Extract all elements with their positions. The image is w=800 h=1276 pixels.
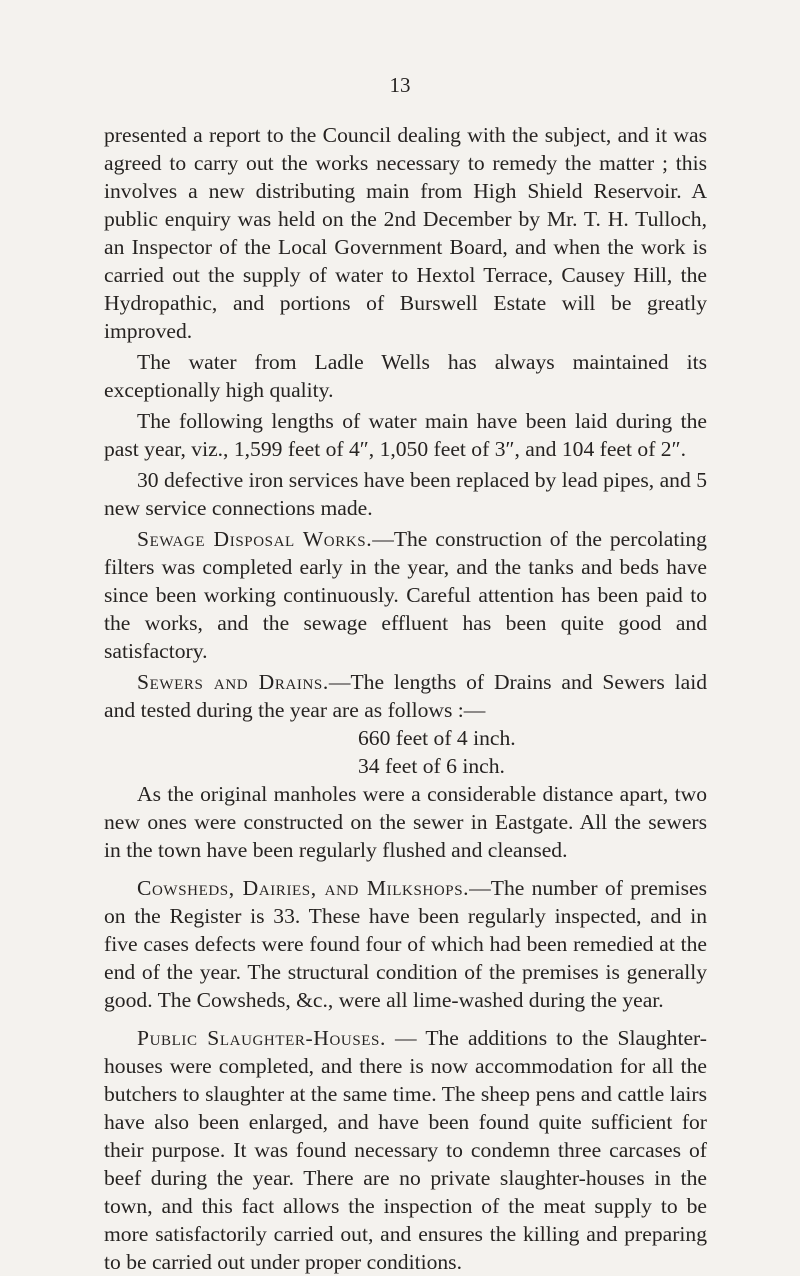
section-heading-sewage-disposal: Sewage Disposal Works. [137, 527, 373, 551]
paragraph-slaughter-houses [104, 1024, 707, 1276]
section-heading-sewers-drains: Sewers and Drains. [137, 670, 329, 694]
section-heading-slaughter-houses: Public Slaughter-Houses. [137, 1026, 386, 1050]
paragraph-ladle-wells: The water from Ladle Wells has always maintained its exceptionally high quality. [104, 350, 707, 402]
measure-line-34-feet: 34 feet of 6 inch. [358, 754, 505, 778]
section-body-cowsheds: —The number of premises on the Register is 33. These have been regularly inspected, and in five cases defects were found four of which had been remedied at the end of the year. The structural condition of the premises is generally good. The Cowsheds, &c., were all lime-washed during the year. [104, 876, 707, 1012]
section-body-sewers-drains: —The lengths of Drains and Sewers laid and tested during the year are as follows :— [104, 670, 708, 722]
paragraph-sewers-drains [104, 668, 707, 724]
paragraph-water-main-lengths: The following lengths of water main have been laid during the past year, viz., 1,599 feet of 4″, 1,050 feet of 3″, and 104 feet of 2″. [104, 409, 707, 461]
paragraph-water-main-report: presented a report to the Council dealing with the subject, and it was agreed to carry out the works necessary to remedy the matter ; this involves a new distributing main from High Shield Reservoir. A public enquiry was held on the 2nd December by Mr. T. H. Tulloch, an Inspector of the Local Government Board, and when the work is carried out the supply of water to Hextol Terrace, Causey Hill, the Hydropathic, and portions of Burswell Estate will be greatly improved. [104, 123, 707, 343]
paragraph-sewage-disposal [104, 525, 707, 665]
paragraph-cowsheds [104, 874, 707, 1014]
body-text [104, 121, 707, 1276]
spacer [104, 1014, 707, 1024]
section-body-slaughter-houses: — The additions to the Slaughter-houses were completed, and there is now accommodation for all the butchers to slaughter at the same time. The sheep pens and cattle lairs have also been enlarged, and have been found quite sufficient for their purpose. It was found necessary to condemn three carcases of beef during the year. There are no private slaughter-houses in the town, and this fact allows the inspection of the meat supply to be more satisfactorily carried out, and ensures the killing and preparing to be carried out under proper conditions. [104, 1026, 707, 1274]
page-number: 13 [389, 73, 411, 97]
section-heading-cowsheds: Cowsheds, Dairies, and Milkshops. [137, 876, 470, 900]
paragraph-service-connections: 30 defective iron services have been replaced by lead pipes, and 5 new service connections made. [104, 468, 707, 520]
section-body-sewage-disposal: —The construction of the percolating filters was completed early in the year, and the tanks and beds have since been working continuously. Careful attention has been paid to the works, and the sewage effluent has been quite good and satisfactory. [104, 527, 707, 663]
spacer [104, 864, 707, 874]
paragraph-manholes: As the original manholes were a considerable distance apart, two new ones were constructed on the sewer in Eastgate. All the sewers in the town have been regularly flushed and cleansed. [104, 782, 707, 862]
measure-line-660-feet: 660 feet of 4 inch. [358, 726, 516, 750]
